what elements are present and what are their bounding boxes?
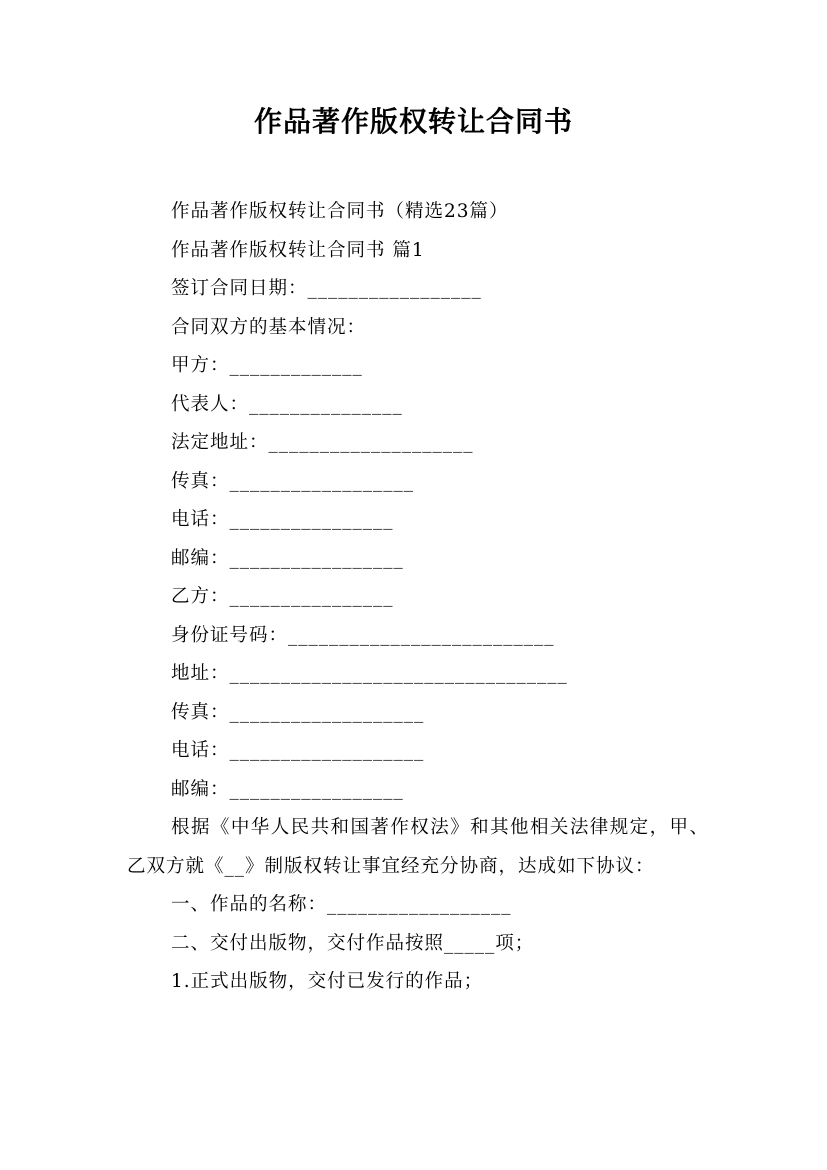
party-b-fax-field: 传真：___________________ (171, 701, 425, 723)
section-heading: 作品著作版权转让合同书 篇1 (171, 239, 425, 261)
clause-work-name: 一、作品的名称：__________________ (171, 894, 512, 915)
party-a-postcode-field: 邮编：_________________ (171, 547, 404, 569)
id-number-field: 身份证号码：__________________________ (171, 624, 555, 646)
subtitle-line: 作品著作版权转让合同书（精选23篇） (171, 201, 509, 222)
representative-field: 代表人：_______________ (171, 393, 403, 415)
document-title: 作品著作版权转让合同书 (253, 105, 573, 138)
document-body (127, 193, 709, 1002)
party-b-postcode-field: 邮编：_________________ (171, 778, 404, 800)
party-a-phone-field: 电话：________________ (171, 509, 394, 530)
parties-heading: 合同双方的基本情况： (171, 316, 367, 338)
party-b-address-field: 地址：_________________________________ (171, 663, 568, 684)
agreement-paragraph: 根据《中华人民共和国著作权法》和其他相关法律规定，甲、乙双方就《__》制版权转让事宜经充分协商，达成如下协议： (127, 817, 709, 877)
legal-address-field: 法定地址：____________________ (171, 432, 474, 453)
party-a-field: 甲方：_____________ (171, 355, 363, 376)
clause-delivery: 二、交付出版物，交付作品按照_____项； (171, 932, 535, 954)
clause-publication: 1.正式出版物，交付已发行的作品； (171, 971, 484, 992)
party-a-fax-field: 传真：__________________ (171, 470, 415, 492)
party-b-field: 乙方：________________ (171, 586, 394, 607)
party-b-phone-field: 电话：___________________ (171, 740, 425, 761)
signing-date-field: 签订合同日期：_________________ (171, 278, 482, 299)
